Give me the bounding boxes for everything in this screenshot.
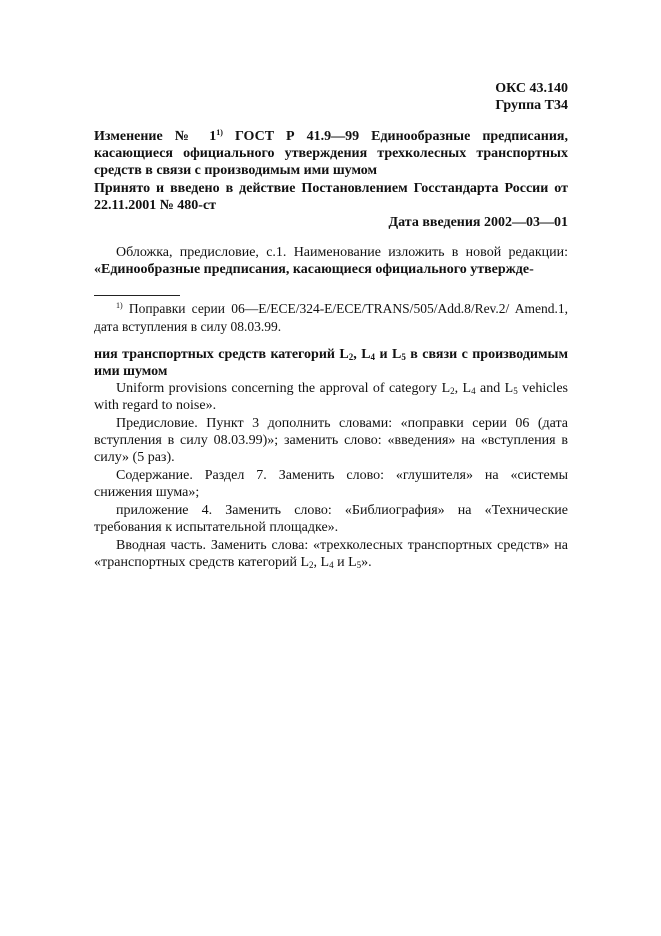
header-block [94, 80, 568, 114]
cont-text-3: и L [375, 347, 402, 362]
en-sub-1: 2 [450, 386, 455, 396]
en-text-3: and L [475, 381, 514, 396]
cont-sub-2: 4 [370, 352, 376, 362]
intro-text-3: и L [333, 555, 357, 570]
preface-text: Предисловие. Пункт 3 дополнить словами: «поправки серии 06 (дата вступления в силу 08.03.99)»; заменить слово: «введения» на «вступления в силу» (5 раз). [94, 416, 568, 465]
group-code: Группа Т34 [495, 98, 568, 113]
cont-sub-1: 2 [348, 352, 354, 362]
adoption-text: Принято и введено в действие Постановлением Госстандарта России от 22.11.2001 № 480-ст [94, 181, 568, 213]
amendment-title [94, 128, 568, 179]
intro-text-4: ». [361, 555, 372, 570]
intro-sub-2: 4 [329, 560, 334, 570]
intro-sub-1: 2 [309, 560, 314, 570]
en-text-4: vehicles with regard to noise». [94, 381, 568, 413]
contents-text: Содержание. Раздел 7. Заменить слово: «глушителя» на «системы снижения шума»; [94, 468, 568, 500]
effective-date [94, 214, 568, 231]
contents-paragraph [94, 467, 568, 501]
footnote-text: Поправки серии 06—E/ECE/324-E/ECE/TRANS/505/Add.8/Rev.2/ Amend.1, дата вступления в силу 08.03.99. [94, 301, 568, 334]
intro-text-1: Вводная часть. Заменить слова: «трехколесных транспортных средств» на «транспортных средств категорий L [94, 538, 568, 570]
cover-text: Обложка, предисловие, с.1. Наименование изложить в новой редакции: [116, 245, 568, 260]
footnote [94, 300, 568, 336]
title-continuation [94, 346, 568, 380]
effective-date-text: Дата введения 2002—03—01 [388, 215, 568, 230]
en-text-2: , L [454, 381, 472, 396]
annex-paragraph [94, 502, 568, 536]
footnote-divider [94, 295, 180, 296]
en-text-1: Uniform provisions concerning the approval of category L [116, 381, 451, 396]
cont-text-4: в связи с производимым ими шумом [94, 347, 568, 379]
cover-paragraph [94, 244, 568, 278]
amendment-title-rest: ГОСТ Р 41.9—99 Единообразные предписания, касающиеся официального утверждения трехколесных транспортных средств в связи с производимым ими шумом [94, 129, 569, 178]
intro-sub-3: 5 [356, 560, 362, 570]
footnote-marker: 1) [216, 128, 223, 137]
english-title-paragraph [94, 380, 568, 414]
intro-paragraph [94, 537, 568, 571]
cont-text-1: ния транспортных средств категорий L [94, 347, 349, 362]
intro-text-2: , L [313, 555, 330, 570]
cont-sub-3: 5 [401, 352, 406, 362]
cont-text-2: , L [353, 347, 371, 362]
preface-paragraph [94, 415, 568, 466]
footnote-number: 1) [116, 301, 123, 310]
amendment-title-prefix: Изменение № 1 [94, 129, 217, 144]
oks-code: ОКС 43.140 [495, 81, 568, 96]
annex-text: приложение 4. Заменить слово: «Библиография» на «Технические требования к испытательной площадке». [94, 503, 568, 535]
cover-bold-text: «Единообразные предписания, касающиеся официального утвержде- [94, 262, 534, 277]
en-sub-2: 4 [471, 386, 476, 396]
adoption-statement [94, 180, 568, 214]
en-sub-3: 5 [513, 386, 518, 396]
